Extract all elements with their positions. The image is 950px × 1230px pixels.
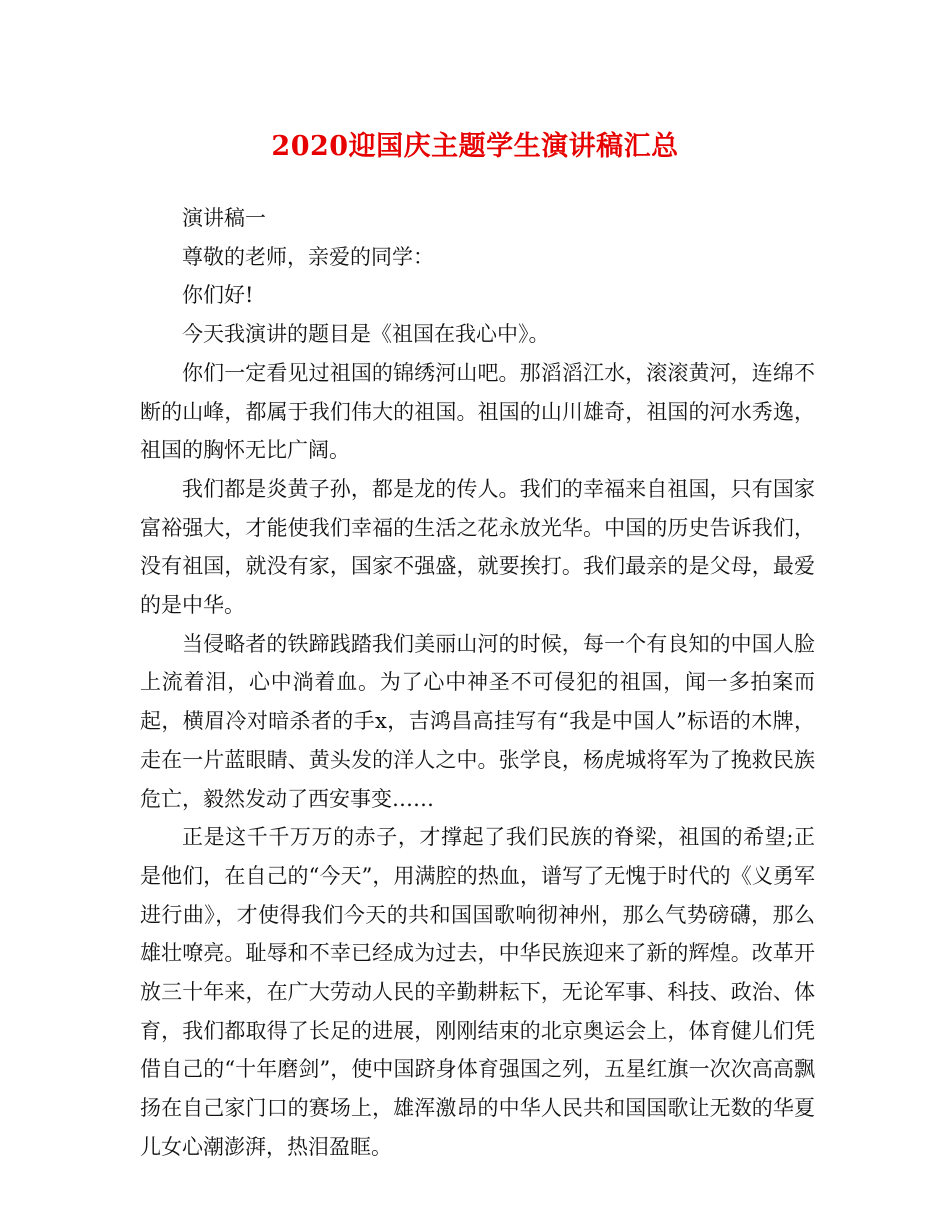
paragraph-greeting: 你们好!	[182, 283, 254, 308]
paragraph-body: 正是这千千万万的赤子，才撑起了我们民族的脊梁，祖国的希望;正是他们，在自己的“今天”，用满腔的热血，谱写了无愧于时代的《义勇军进行曲》，才使得我们今天的共和国国歌响彻神州，那么气势磅礴，那么雄壮嘹亮。耻辱和不幸已经成为过去，中华民族迎来了新的辉煌。改革开放三十年来，在广大劳动人民的辛勤耕耘下，无论军事、科技、政治、体育，我们都取得了长足的进展，刚刚结束的北京奥运会上，体育健儿们凭借自己的“十年磨剑”，使中国跻身体育强国之列，五星红旗一次次高高飘扬在自己家门口的赛场上，雄浑激昂的中华人民共和国国歌让无数的华夏儿女心潮澎湃，热泪盈眶。	[140, 825, 815, 1159]
paragraph-salutation: 尊敬的老师，亲爱的同学：	[182, 244, 434, 269]
paragraph-body: 你们一定看见过祖国的锦绣河山吧。那滔滔江水，滚滚黄河，连绵不断的山峰，都属于我们伟大的祖国。祖国的山川雄奇，祖国的河水秀逸，祖国的胸怀无比广阔。	[140, 360, 815, 463]
paragraph-body: 当侵略者的铁蹄践踏我们美丽山河的时候，每一个有良知的中国人脸上流着泪，心中淌着血。为了心中神圣不可侵犯的祖国，闻一多拍案而起，横眉冷对暗杀者的手x，吉鸿昌高挂写有“我是中国人”标语的木牌，走在一片蓝眼睛、黄头发的洋人之中。张学良，杨虎城将军为了挽救民族危亡，毅然发动了西安事变……	[140, 631, 815, 811]
paragraph-body: 我们都是炎黄子孙，都是龙的传人。我们的幸福来自祖国，只有国家富裕强大，才能使我们幸福的生活之花永放光华。中国的历史告诉我们，没有祖国，就没有家，国家不强盛，就要挨打。我们最亲的是父母，最爱的是中华。	[140, 476, 815, 618]
paragraph-speech-label: 演讲稿一	[182, 206, 266, 230]
paragraph-topic: 今天我演讲的题目是《祖国在我心中》。	[182, 322, 550, 347]
document-body	[140, 199, 815, 1167]
document-title: 2020迎国庆主题学生演讲稿汇总	[271, 131, 679, 162]
